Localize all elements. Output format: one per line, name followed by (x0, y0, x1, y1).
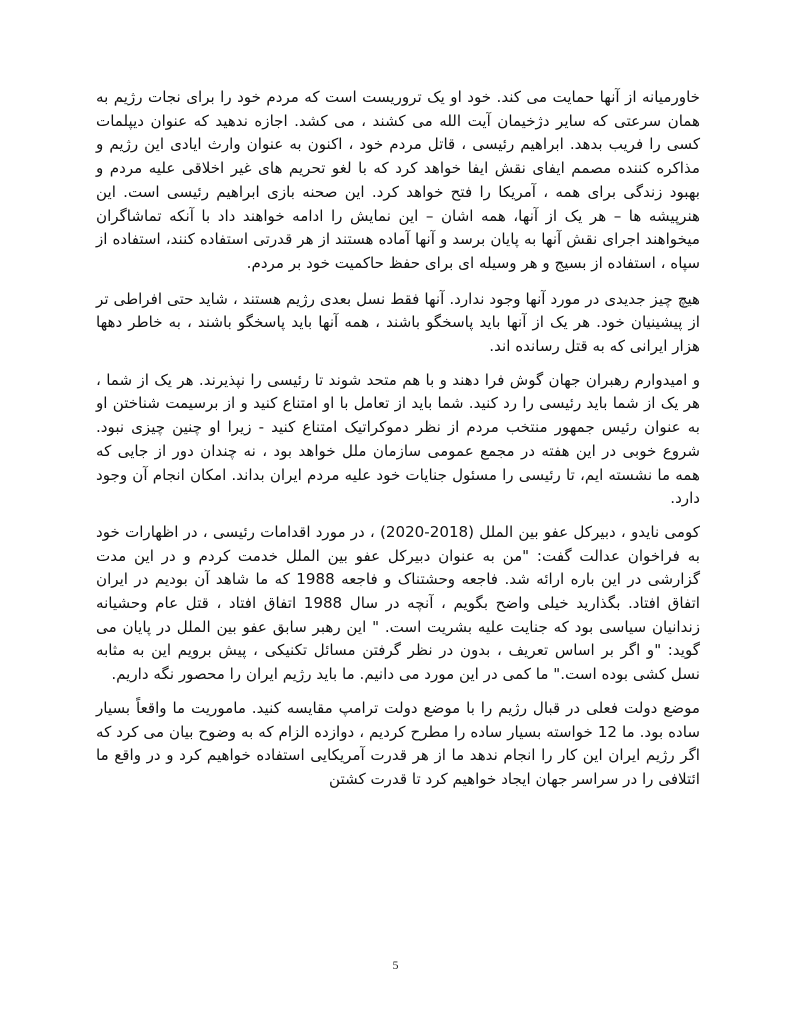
paragraph-1: خاورمیانه از آنها حمایت می کند. خود او یک تروریست است که مردم خود را برای نجات رژیم به همان سرعتی که سایر دژخیمان آیت الله می کشند ، می کشد. اجازه ندهید که عنوان دیپلمات کسی را فریب بدهد. ابراهیم رئیسی ، قاتل مردم خود ، اکنون به عنوان وارث ایادی این رژیم و مذاکره کننده مصمم ایفای نقش ایفا خواهد کرد که با لغو تحریم های غیر اخلاقی علیه مردم و بهبود زندگی برای همه ، آمریکا را فتح خواهد کرد. این صحنه بازی ابراهیم رئیسی است. این هنرپیشه ها – هر یک از آنها، همه اشان – این نمایش را ادامه خواهند داد با آنکه تماشاگران میخواهند اجرای نقش آنها به پایان برسد و آنها آماده هستند از هر قدرتی استفاده کنند، استفاده از سپاه ، استفاده از بسیج و هر وسیله ای برای حفظ حاکمیت خود بر مردم. (96, 88, 700, 272)
paragraph-2: هیچ چیز جدیدی در مورد آنها وجود ندارد. آنها فقط نسل بعدی رژیم هستند ، شاید حتی افراطی تر از پیشینیان خود. هر یک از آنها باید پاسخگو باشند ، همه آنها باید پاسخگو باشند ، به خاطر دهها هزار ایرانی که به قتل رسانده اند. (96, 289, 700, 356)
document-body (96, 86, 700, 802)
paragraph-3: و امیدوارم رهبران جهان گوش فرا دهند و با هم متحد شوند تا رئیسی را نپذیرند. هر یک از شما ، هر یک از شما باید رئیسی را رد کنید. شما باید از تعامل با او امتناع کنید و از برسیمت شناختن او به عنوان رئیس جمهور منتخب مردم از نظر دموکراتیک امتناع کنید - زیرا او چنین چیزی نبود. شروع خوبی در این هفته در مجمع عمومی سازمان ملل خواهد بود ، نه چندان دور از جایی که همه ما نشسته ایم، تا رئیسی را مسئول جنایات خود علیه مردم ایران بداند. امکان انجام آن وجود دارد. (96, 370, 700, 508)
paragraph-4: کومی نایدو ، دبیرکل عفو بین الملل (2018-2020) ، در مورد اقدامات رئیسی ، در اظهارات خود به فراخوان عدالت گفت: "من به عنوان دبیرکل عفو بین الملل خدمت کردم و در این مدت گزارشی در این باره ارائه شد. فاجعه وحشتناک و فاجعه 1988 که ما شاهد آن بودیم در ایران اتفاق افتاد. بگذارید خیلی واضح بگویم ، آنچه در سال 1988 اتفاق افتاد ، قتل عام وحشیانه زندانیان سیاسی بود که جنایت علیه بشریت است. " این رهبر سابق عفو بین الملل در پایان می گوید: "و اگر بر اساس تعریف ، بدون در نظر گرفتن مسائل تکنیکی ، پیش برویم این به مثابه نسل کشی بوده است." ما کمی در این مورد می دانیم. ما باید رژیم ایران را محصور نگه داریم. (96, 522, 701, 684)
paragraph-5: موضع دولت فعلی در قبال رژیم را با موضع دولت ترامپ مقایسه کنید. ماموریت ما واقعاً بسیار ساده بود. ما 12 خواسته بسیار ساده را مطرح کردیم ، دوازده الزام که به وضوح بیان می کرد که اگر رژیم ایران این کار را انجام ندهد ما از هر قدرت آمریکایی استفاده خواهیم کرد و در واقع ما ائتلافی را در سراسر جهان ایجاد خواهیم کرد تا قدرت کشتن (96, 698, 700, 788)
page-number: 5 (392, 958, 399, 972)
